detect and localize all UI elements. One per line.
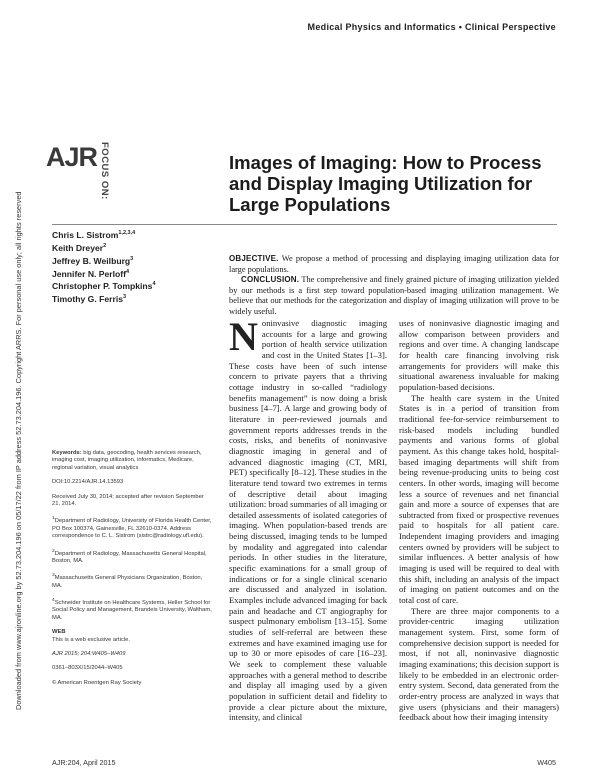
- web-note: This is a web exclusive article.: [52, 636, 130, 643]
- affiliation-3: $^3$Massachusetts General Physicians Organization, Boston, MA.: [52, 573, 203, 589]
- focus-on-text: FOCUS ON:: [99, 142, 110, 200]
- header-rule: [52, 224, 557, 225]
- focus-on-label: [98, 142, 112, 200]
- abstract-objective: OBJECTIVE. We propose a method of processing and displaying imaging utilization data for large populations.: [229, 254, 559, 274]
- web-label: WEB: [52, 629, 66, 636]
- affiliation-1: $^1$Department of Radiology, University of Florida Health Center, PO Box 100374, Gainesville, FL 32610-0374. Address correspondence to C. L. Sistrom (sistrc@radiology.ufl.edu).: [52, 516, 212, 540]
- author: Keith Dreyer$^2$: [52, 242, 107, 253]
- body-paragraph: There are three major components to a provider-centric imaging utilization management system. First, some form of comprehensive decision support is needed for most, if not all, noninvasive diagnostic imaging examinations; this decision support is likely to be embedded in an electronic order-entry system. Second, data generated from the order-entry process are analyzed in ways that give users (physicians and their managers) feedback about how their imaging intensity: [399, 605, 559, 723]
- download-notice: [6, 150, 23, 710]
- author: Christopher P. Tompkins$^4$: [52, 281, 156, 292]
- abstract: [229, 254, 559, 318]
- ajr-focus-on-logo: [44, 142, 114, 200]
- author: Jeffrey B. Weilburg$^3$: [52, 255, 134, 266]
- abstract-conclusion: CONCLUSION. The comprehensive and finely grained picture of imaging utilization yielded by our methods is a first step toward population-based imaging utilization management. We believe that our methods for the categorization and display of imaging utilization will prove to be widely useful.: [229, 275, 559, 316]
- affiliation-2: $^2$Department of Radiology, Massachusetts General Hospital, Boston, MA.: [52, 548, 207, 564]
- body-paragraph: The health care system in the United States is in a period of transition from traditional fee-for-service reimbursement to risk-based models including bundled payments and various forms of global payment. As this change takes hold, hospital-based imaging departments will shift from being revenue-producing units to being cost centers. In other words, imaging will become less a source of revenues and net financial gain and more a source of expenses that are subtracted from fixed or prospective revenues paid to hospitals for all patient care. Independent imaging providers and imaging centers owned by providers will be subject to similar influences. A better analysis of how imaging is used will be required to deal with this shift, including an analysis of the impact of imaging on patient outcomes and on the total cost of care.: [399, 392, 559, 606]
- copyright: © American Roentgen Ray Society: [52, 679, 142, 686]
- running-head: Medical Physics and Informatics • Clinical Perspective: [307, 22, 556, 32]
- body-paragraph: Noninvasive diagnostic imaging accounts for a large and growing portion of health service utilization and cost in the United States [1–3]. These costs have been of such intense concern to private payers that a thriving cottage industry in so-called “radiology benefits management” is now doing a brisk business [4–7]. A large and growing body of literature in peer-reviewed journals and government reports addresses trends in the costs, risks, and benefits of noninvasive diagnostic imaging in general and of advanced diagnostic imaging (CT, MRI, PET) specifically [8–12]. These studies in the literature tend toward two extremes in terms of descriptive detail about imaging utilization: broad summaries of all imaging or detailed assessments of isolated categories of imaging. When population-based trends are being discussed, imaging tends to be lumped by modality and aggregated into calendar periods. In other studies in the literature, specific examinations for a small group of indications or for a single clinical scenario are discussed and analyzed in isolation. Examples include advanced imaging for back pain and headache and CT angiography for suspect pulmonary embolism [13–15]. Some studies of self-referral are between these extremes and have examined imaging use for up to 30 or more episodes of care [16–23]. We seek to complement these valuable approaches with a general method to describe and display all imaging used by a given population in sufficient detail and fidelity to provide a clear picture about the mixture, intensity, and clinical: [229, 314, 387, 723]
- author: Timothy G. Ferris$^3$: [52, 294, 127, 305]
- drop-cap: N: [229, 314, 258, 359]
- article-title: Images of Imaging: How to Process and Display Imaging Utilization for Large Populations: [229, 152, 542, 215]
- body-column-2: [399, 318, 559, 723]
- issn: 0361–803X/15/2044–W405: [52, 665, 123, 672]
- doi: DOI:10.2214/AJR.14.13593: [52, 479, 124, 486]
- keywords: Keywords: big data, geocoding, health services research, imaging cost, imaging utilization, informatics, Medicare, regional variation, visual analytics: [52, 450, 202, 471]
- author: Jennifer N. Perloff$^4$: [52, 268, 130, 279]
- author-list: [52, 228, 212, 305]
- author: Chris L. Sistrom$^{1,2,3,4}$: [52, 229, 136, 240]
- citation: AJR 2015; 204:W405–W409: [52, 651, 126, 657]
- received-date: Received July 30, 2014; accepted after revision September 21, 2014.: [52, 493, 204, 508]
- article-metadata: [52, 450, 212, 694]
- affiliation-4: $^4$Schneider Institute on Healthcare Systems, Heller School for Social Policy and Management, Brandeis University, Waltham, MA.: [52, 598, 212, 621]
- body-column-1: [229, 314, 387, 723]
- ajr-logo-text: AJR: [46, 142, 98, 172]
- footer-journal-issue: AJR:204, April 2015: [52, 758, 116, 767]
- download-notice-text: Downloaded from www.ajronline.org by 52.73.204.196 on 05/17/22 from IP address 52.73.204.196. Copyright ARRS. For personal use only; all rights reserved: [14, 191, 23, 710]
- body-paragraph: uses of noninvasive diagnostic imaging and allow comparison between providers and regions and over time. A changing landscape for health care financing involving risk arrangements for providers will make this situational awareness invaluable for making population-based decisions.: [399, 318, 559, 392]
- footer-page-number: W405: [537, 758, 556, 767]
